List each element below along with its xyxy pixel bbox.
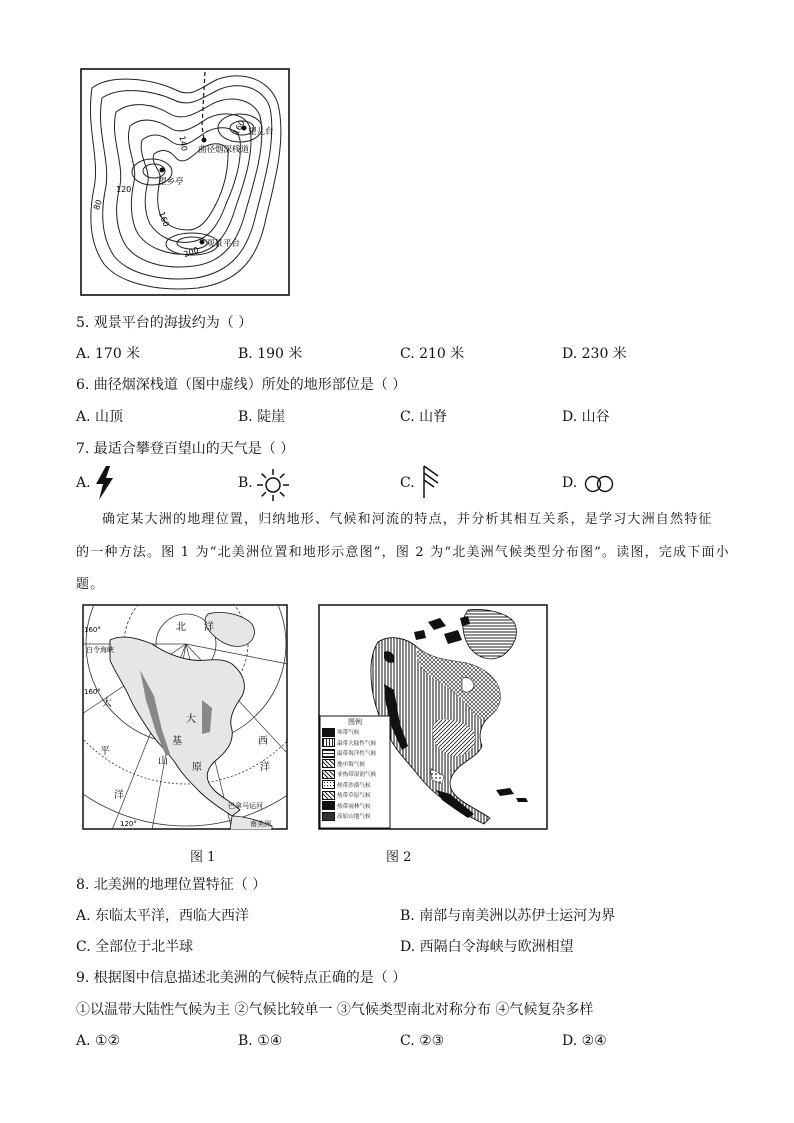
label-quxing: 曲径烟深栈道 [198,145,250,155]
fig2-legend-item [322,790,388,801]
question-8-stem: 8. 北美洲的地理位置特征（ ） [76,877,267,893]
question-6-stem: 6. 曲径烟深栈道（图中虚线）所处的地形部位是（ ） [76,377,407,393]
fig2-legend-swatch [322,759,335,768]
fig2-legend-swatch [322,801,335,810]
q9-statements: ①以温带大陆性气候为主 ②气候比较单一 ③气候类型南北对称分布 ④气候复杂多样 [76,1002,594,1018]
q7-option-a[interactable] [76,474,91,492]
q8-option-a[interactable]: A. 东临太平洋，西临大西洋 [76,908,250,924]
question-9-stem: 9. 根据图中信息描述北美洲的气候特点正确的是（ ） [76,970,407,986]
fig1-label-ping: 平 [100,746,110,757]
fig1-label-yuan: 原 [192,762,202,773]
wind-barb-icon [418,464,444,500]
q8-option-d[interactable]: D. 西隔白令海峡与欧洲相望 [400,939,574,955]
q7-option-d[interactable] [562,474,577,492]
fig1-label-yang: 洋 [204,622,214,633]
q7-option-c-label: C. [400,475,415,491]
q8-option-c[interactable]: C. 全部位于北半球 [76,939,194,955]
figure-2-map [318,604,548,830]
fig2-legend-swatch [322,738,335,747]
fig2-legend-swatch [322,728,335,737]
fig2-legend-item [322,727,388,738]
q7-option-a-label: A. [76,475,91,491]
fig2-legend-item [322,769,388,780]
fig2-legend-swatch [322,749,335,758]
q5-option-b[interactable]: B. 190 米 [238,346,303,362]
contour-200: 200 [182,245,200,260]
fog-icon [584,474,614,494]
fig1-label-lon160: 160° [84,626,101,634]
fig2-legend-label: 高原山地气候 [337,814,371,821]
question-7-stem: 7. 最适合攀登百望山的天气是（ ） [76,441,295,457]
contour-160b: 160 [156,210,171,228]
fig2-legend [322,718,388,826]
label-wangxiang: 望乡亭 [158,177,184,187]
fig2-legend-label: 热带草原气候 [337,793,371,800]
fig1-label-southam: 南美洲 [250,820,271,828]
fig1-label-lon160b: 160° [84,688,101,696]
contour-80: 80 [91,198,104,212]
contour-map [80,68,290,296]
fig2-legend-item [322,759,388,770]
passage-line-2: 的一种方法。图 1 为“北美洲位置和地形示意图”，图 2 为“北美洲气候类型分布图”。读图，完成下面小 [76,545,730,560]
label-wangertai: 望儿台 [248,127,274,137]
fig2-legend-label: 热带沙漠气候 [337,782,371,789]
passage-line-3: 题。 [76,577,105,592]
fig2-legend-label: 地中海气候 [337,761,365,768]
q7-option-c[interactable] [400,474,415,492]
fig1-label-yang2: 洋 [114,790,124,801]
fig1-label-panama: 巴拿马运河 [228,802,263,810]
fig2-legend-label: 温带海洋性气候 [337,751,377,758]
q7-option-d-label: D. [562,475,578,491]
q5-option-c[interactable]: C. 210 米 [400,346,465,362]
fig1-label-ji: 基 [172,736,182,747]
q7-option-b-label: B. [238,475,253,491]
fig2-legend-rows [322,727,388,822]
fig1-label-shan: 山 [158,756,168,767]
fig2-legend-item [322,748,388,759]
q6-option-a[interactable]: A. 山顶 [76,409,124,425]
fig2-legend-item [322,780,388,791]
contour-160a: 160 [231,118,247,137]
q9-option-b[interactable]: B. ①④ [238,1033,283,1049]
fig2-legend-swatch [322,780,335,789]
q9-option-c[interactable]: C. ②③ [400,1033,445,1049]
fig1-label-da: 大 [186,714,196,725]
q9-option-a[interactable]: A. ①② [76,1033,121,1049]
contour-140: 140 [177,135,189,152]
label-guanjing: 观景平台 [206,239,241,249]
fig2-legend-label: 温带大陆性气候 [337,740,377,747]
question-5-stem: 5. 观景平台的海拔约为（ ） [76,315,253,331]
figure-2-caption: 图 2 [386,850,412,865]
q7-option-b[interactable] [238,474,253,492]
fig2-legend-label: 亚热带湿润气候 [337,772,377,779]
fig1-label-bei: 北 [176,622,186,633]
fig2-legend-title: 图例 [348,718,362,726]
fig1-label-yang3: 洋 [260,762,270,773]
q5-option-a[interactable]: A. 170 米 [76,346,141,362]
fig1-label-bering: 白令海峡 [86,646,114,654]
sun-icon [256,468,290,502]
figure-1-map [82,604,288,830]
fig2-legend-item [322,811,388,822]
fig1-label-xi: 西 [258,736,268,747]
fig2-legend-label: 寒带气候 [337,730,360,737]
fig2-legend-label: 热带雨林气候 [337,803,371,810]
fig1-label-lon120: 120° [120,820,137,828]
lightning-icon [94,466,116,500]
q6-option-d[interactable]: D. 山谷 [562,409,610,425]
contour-map-svg [80,68,290,296]
fig2-legend-swatch [322,770,335,779]
fig2-legend-item [322,801,388,812]
q6-option-c[interactable]: C. 山脊 [400,409,448,425]
q8-option-b[interactable]: B. 南部与南美洲以苏伊士运河为界 [400,908,616,924]
q9-option-d[interactable]: D. ②④ [562,1033,607,1049]
q5-option-d[interactable]: D. 230 米 [562,346,627,362]
passage-line-1: 确定某大洲的地理位置，归纳地形、气候和河流的特点，并分析其相互关系，是学习大洲自然特征 [102,512,713,527]
contour-120: 120 [116,185,132,194]
q6-option-b[interactable]: B. 陡崖 [238,409,286,425]
fig2-legend-swatch [322,812,335,821]
fig2-legend-swatch [322,791,335,800]
figure-1-caption: 图 1 [190,850,216,865]
fig1-label-tai: 太 [102,698,112,709]
fig2-legend-item [322,738,388,749]
